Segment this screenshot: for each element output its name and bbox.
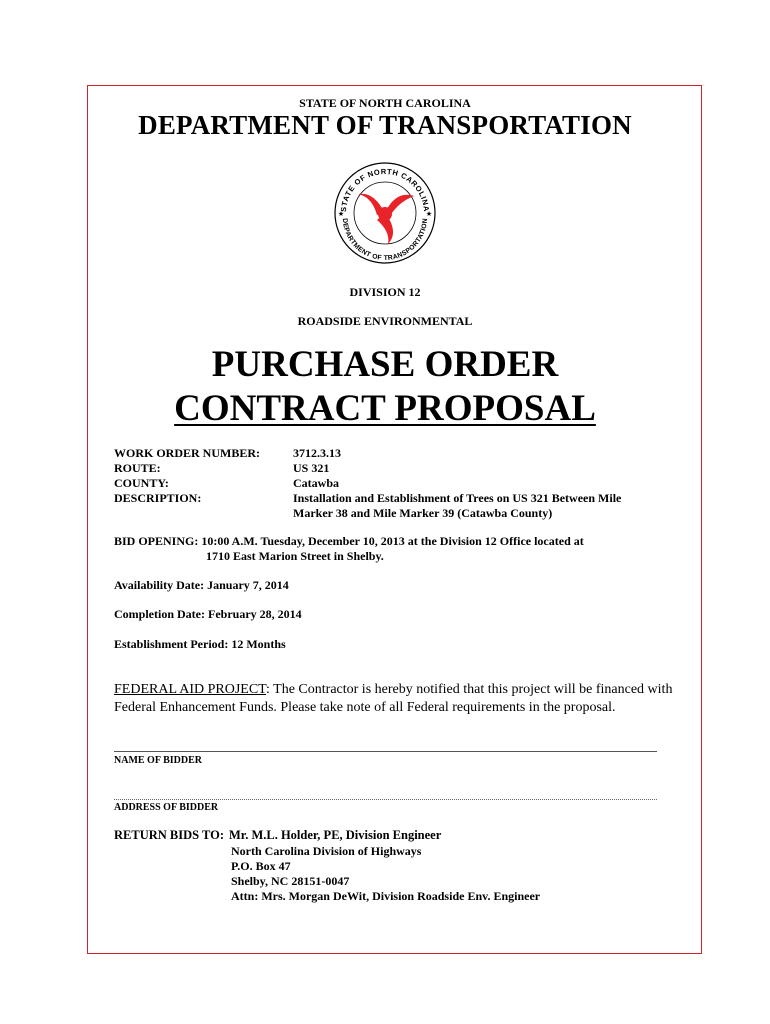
county-label: COUNTY: [114,476,169,490]
return-bids-label: RETURN BIDS TO: [114,828,224,842]
title-line-2 [0,388,770,430]
seal-bottom-text: DEPARTMENT OF TRANSPORTATION [340,217,430,263]
seal-star-right-icon: ★ [425,210,433,218]
federal-aid-label: FEDERAL AID PROJECT [114,682,267,697]
seal-top-text: STATE OF NORTH CAROLINA [338,166,432,213]
ncdot-seal [332,160,438,266]
unit-label: ROADSIDE ENVIRONMENTAL [297,314,473,328]
federal-aid-text: : The Contractor is hereby notified that this project will be financed with Federal Enhancement Funds. Please take note of all Federal requirements in the proposal. [114,682,673,715]
return-line-5: Attn: Mrs. Morgan DeWit, Division Roadside Env. Engineer [231,889,541,903]
return-line-3: P.O. Box 47 [231,859,291,873]
address-of-bidder-label: ADDRESS OF BIDDER [114,802,219,813]
title-line-1: PURCHASE ORDER [211,344,559,385]
return-line-2: North Carolina Division of Highways [231,844,422,858]
work-order-label: WORK ORDER NUMBER: [114,446,260,460]
work-order-value: 3712.3.13 [293,446,341,460]
division-label: DIVISION 12 [349,285,421,299]
completion-date: Completion Date: February 28, 2014 [114,607,302,621]
description-value-cont: Marker 38 and Mile Marker 39 (Catawba County) [293,506,553,520]
address-of-bidder-line[interactable] [114,799,657,800]
federal-aid-paragraph [114,681,674,717]
name-of-bidder-line[interactable] [114,751,657,752]
bid-opening-line-1: BID OPENING: 10:00 A.M. Tuesday, December 10, 2013 at the Division 12 Office located at [114,534,584,548]
description-value: Installation and Establishment of Trees on US 321 Between Mile [293,491,622,505]
route-label: ROUTE: [114,461,161,475]
county-value: Catawba [293,476,340,490]
description-label: DESCRIPTION: [114,491,202,505]
route-value: US 321 [293,461,330,475]
state-heading: STATE OF NORTH CAROLINA [299,96,471,110]
return-line-1: Mr. M.L. Holder, PE, Division Engineer [229,828,442,842]
name-of-bidder-label: NAME OF BIDDER [114,755,202,766]
availability-date: Availability Date: January 7, 2014 [114,578,289,592]
establishment-period: Establishment Period: 12 Months [114,637,286,651]
department-heading: DEPARTMENT OF TRANSPORTATION [138,110,632,140]
seal-star-left-icon: ★ [337,210,345,218]
bid-opening-line-2: 1710 East Marion Street in Shelby. [206,549,384,563]
title-line-2-text: CONTRACT PROPOSAL [174,388,596,429]
return-line-4: Shelby, NC 28151-0047 [231,874,350,888]
